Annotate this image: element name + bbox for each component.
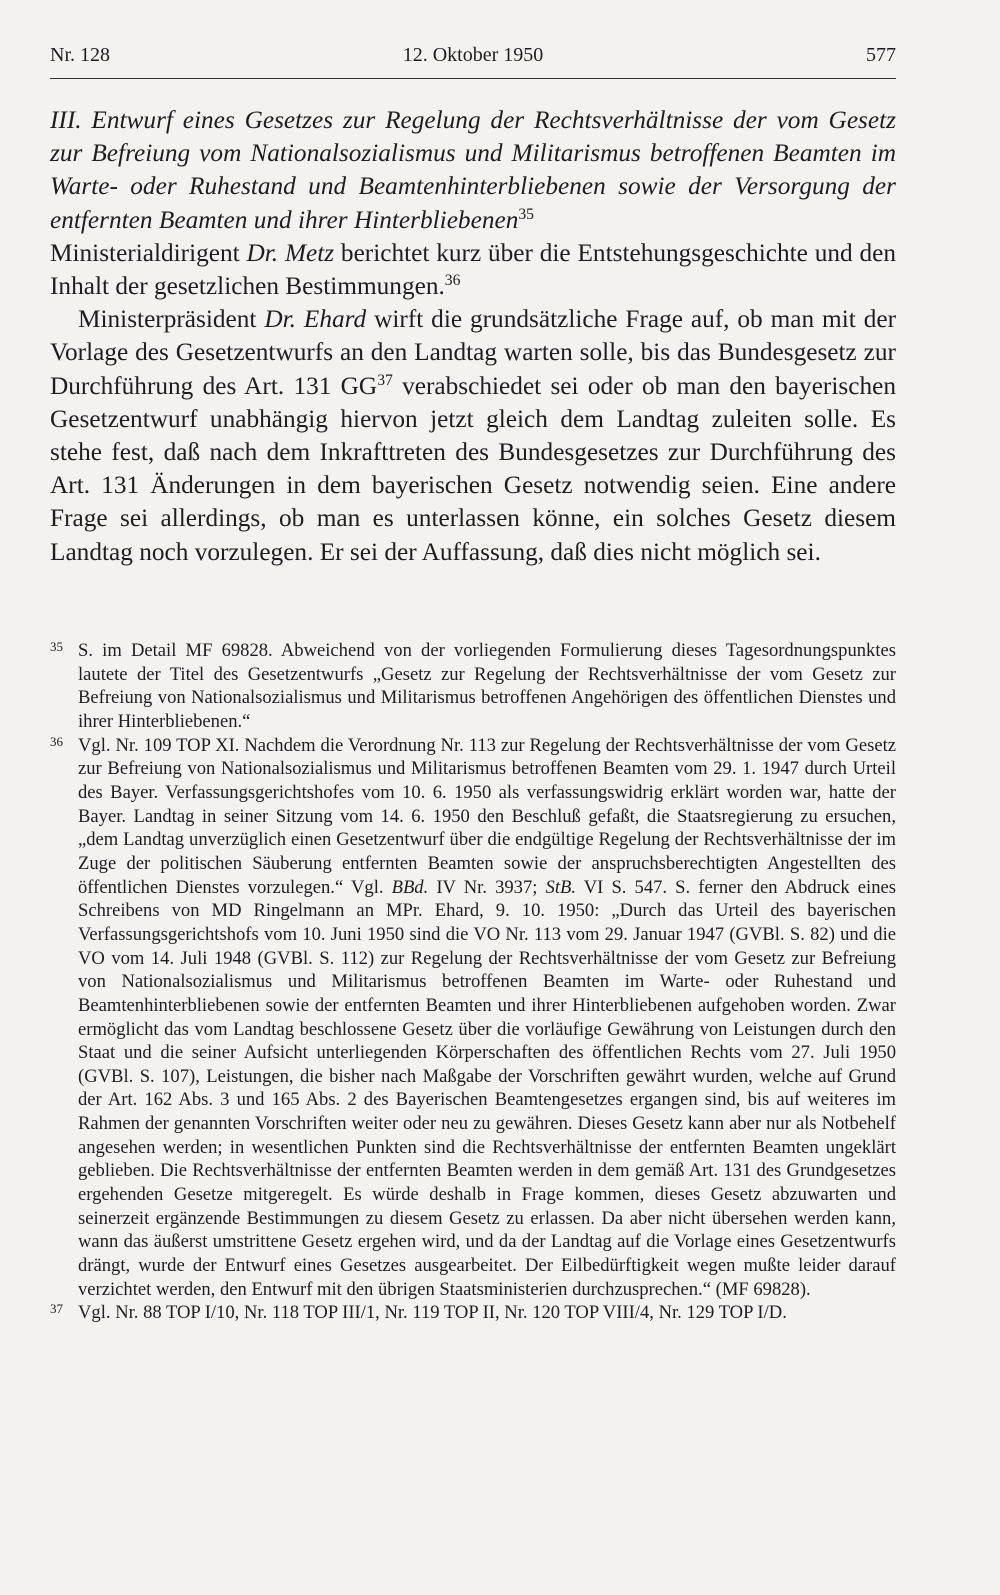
- speaker-title: Dr.: [264, 305, 296, 334]
- source-abbreviation: StB.: [545, 876, 576, 898]
- header-date: 12. Oktober 1950: [402, 44, 544, 66]
- text-run: VI S. 547. S. ferner den Abdruck eines Schreibens von MD Ringelmann an MPr. Ehard, 9. 10. 1950: „Durch das Urteil des bayerischen Verfassungsgerichtshofs vom 10. Juni 1950 sind die VO Nr. 113 vom 29. Januar 1947 (GVBl. S. 82) und die VO vom 14. Juli 1948 (GVBl. S. 112) zur Regelung der Rechtsverhältnisse der vom Gesetz zur Befreiung von Nationalsozialismus und Militarismus betroffenen Beamten im Warte- oder Ruhestand und Beamtenhinterbliebenen sowie der entfernten Beamten und ihrer Hinterbliebenen aufgehoben worden. Zwar ermöglicht das vom Landtag beschlossene Gesetz über die vorläufige Gewährung von Leistungen durch den Staat und die seiner Aufsicht unterliegenden Körperschaften des öffentlichen Rechts vom 27. Juli 1950 (GVBl. S. 107), Leistungen, die bisher nach Maßgabe der Vorschriften gewährt wurden, welche auf Grund der Art. 162 Abs. 3 und 165 Abs. 2 des Bayerischen Beamtengesetzes ergangen sind, bis auf weiteres im Rahmen der genannten Vorschriften weiter oder neu zu gewähren. Dieses Gesetz kann aber nur als Notbehelf angesehen werden; in wesentlichen Punkten sind die Rechtsverhältnisse der entfernten Beamten ungeklärt geblieben. Die Rechtsverhältnisse der entfernten Beamten werden in dem gemäß Art. 131 des Grundgesetzes ergehenden Gesetze mitgeregelt. Es würde deshalb in Frage kommen, dieses Gesetz abzuwarten und seinerzeit ergänzende Bestimmungen zu diesem Gesetz zu erlassen. Da aber nicht übersehen werden kann, wann das äußerst umstrittene Gesetz ergehen wird, und da der Landtag auf die Vorlage eines Gesetzentwurfs drängt, wurde der Entwurf eines Gesetzes ausgearbeitet. Der Eilbedürftigkeit wegen mußte leider darauf verzichtet werden, den Entwurf mit den übrigen Staatsministerien durchzusprechen.“ (MF 69828).: [78, 876, 896, 1300]
- speaker-title: Dr.: [246, 238, 279, 267]
- header-rule: [50, 78, 896, 79]
- footnote-number: 36: [50, 733, 63, 749]
- footnote-ref-36[interactable]: 36: [444, 271, 461, 289]
- footnote-text: Vgl. Nr. 88 TOP I/10, Nr. 118 TOP III/1, Nr. 119 TOP II, Nr. 120 TOP VIII/4, Nr. 129 TOP I/D.: [78, 1302, 787, 1324]
- text-run: berichtet kurz über die Entstehungsgeschichte und den Inhalt der gesetzlichen Bestimmungen.: [50, 238, 896, 301]
- text-run: Vgl. Nr. 109 TOP XI. Nachdem die Verordnung Nr. 113 zur Regelung der Rechtsverhältnisse der vom Gesetz zur Befreiung von Nationalsozialismus und Militarismus betroffenen Beamten vom 29. 1. 1947 durch Urteil des Bayer. Verfassungsgerichtshofes vom 10. 6. 1950 als verfassungswidrig erklärt worden war, hatte der Bayer. Landtag in seiner Sitzung vom 14. 6. 1950 den Beschluß gefaßt, die Staatsregierung zu ersuchen, „dem Landtag unverzüglich einen Gesetzentwurf über die endgültige Regelung der Rechtsverhältnisse der im Zuge der politischen Säuberung entfernten Beamten sowie der anspruchsberechtigten Angestellten des öffentlichen Dienstes vorzulegen.“ Vgl.: [78, 734, 896, 898]
- footnote-number: 37: [50, 1301, 63, 1317]
- agenda-item-heading: [50, 104, 896, 237]
- footnotes: [50, 639, 896, 1325]
- footnote-37: [50, 1301, 896, 1325]
- paragraph-ehard: [50, 303, 896, 569]
- protocol-number: Nr. 128: [50, 44, 110, 66]
- speaker-name: Metz: [278, 238, 335, 267]
- footnote-ref-37[interactable]: 37: [377, 371, 393, 389]
- text-run: IV Nr. 3937;: [428, 876, 546, 898]
- source-abbreviation: BBd.: [391, 876, 429, 898]
- text-run: Ministerialdirigent: [50, 238, 247, 267]
- text-run: wirft die grundsätzliche Frage auf, ob man mit der Vorlage des Gesetzentwurfs an den Landtag warten solle, bis das Bundesgesetz zur Durchführung des Art. 131 GG: [50, 305, 896, 400]
- paragraph-metz: [50, 237, 896, 303]
- footnote-number: 35: [50, 639, 63, 654]
- footnote-text: [78, 735, 896, 1300]
- speaker-name: Ehard: [296, 305, 367, 334]
- main-text: [50, 104, 896, 569]
- footnote-36: [50, 734, 896, 1302]
- footnote-ref-35[interactable]: 35: [518, 205, 535, 223]
- page-number: 577: [866, 44, 896, 66]
- footnote-35: [50, 639, 896, 734]
- text-run: verabschiedet sei oder ob man den bayerischen Gesetzentwurf unabhängig hiervon jetzt gleich dem Landtag zuleiten solle. Es stehe fest, daß nach dem Inkrafttreten des Bundesgesetzes zur Durchführung des Art. 131 Änderungen in dem bayerischen Gesetz notwendig seien. Eine andere Frage sei allerdings, ob man es unterlassen könne, ein solches Gesetz diesem Landtag noch vorzulegen. Er sei der Auffassung, daß dies nicht möglich sei.: [50, 371, 896, 566]
- text-run: Ministerpräsident: [78, 305, 265, 334]
- footnote-text: S. im Detail MF 69828. Abweichend von der vorliegenden Formulierung dieses Tagesordnungspunktes lautete der Titel des Gesetzentwurfs „Gesetz zur Regelung der Rechtsverhältnisse der vom Gesetz zur Befreiung von Nationalsozialismus und Militarismus betroffenen Angehörigen des öffentlichen Dienstes und ihrer Hinterbliebenen.“: [78, 640, 896, 732]
- agenda-item-title: III. Entwurf eines Gesetzes zur Regelung der Rechtsverhältnisse der vom Gesetz zur Befreiung vom Nationalsozialismus und Militarismus betroffenen Beamten im Warte- oder Ruhestand und Beamtenhinterbliebenen sowie der Versorgung der entfernten Beamten und ihrer Hinterbliebenen: [50, 106, 896, 234]
